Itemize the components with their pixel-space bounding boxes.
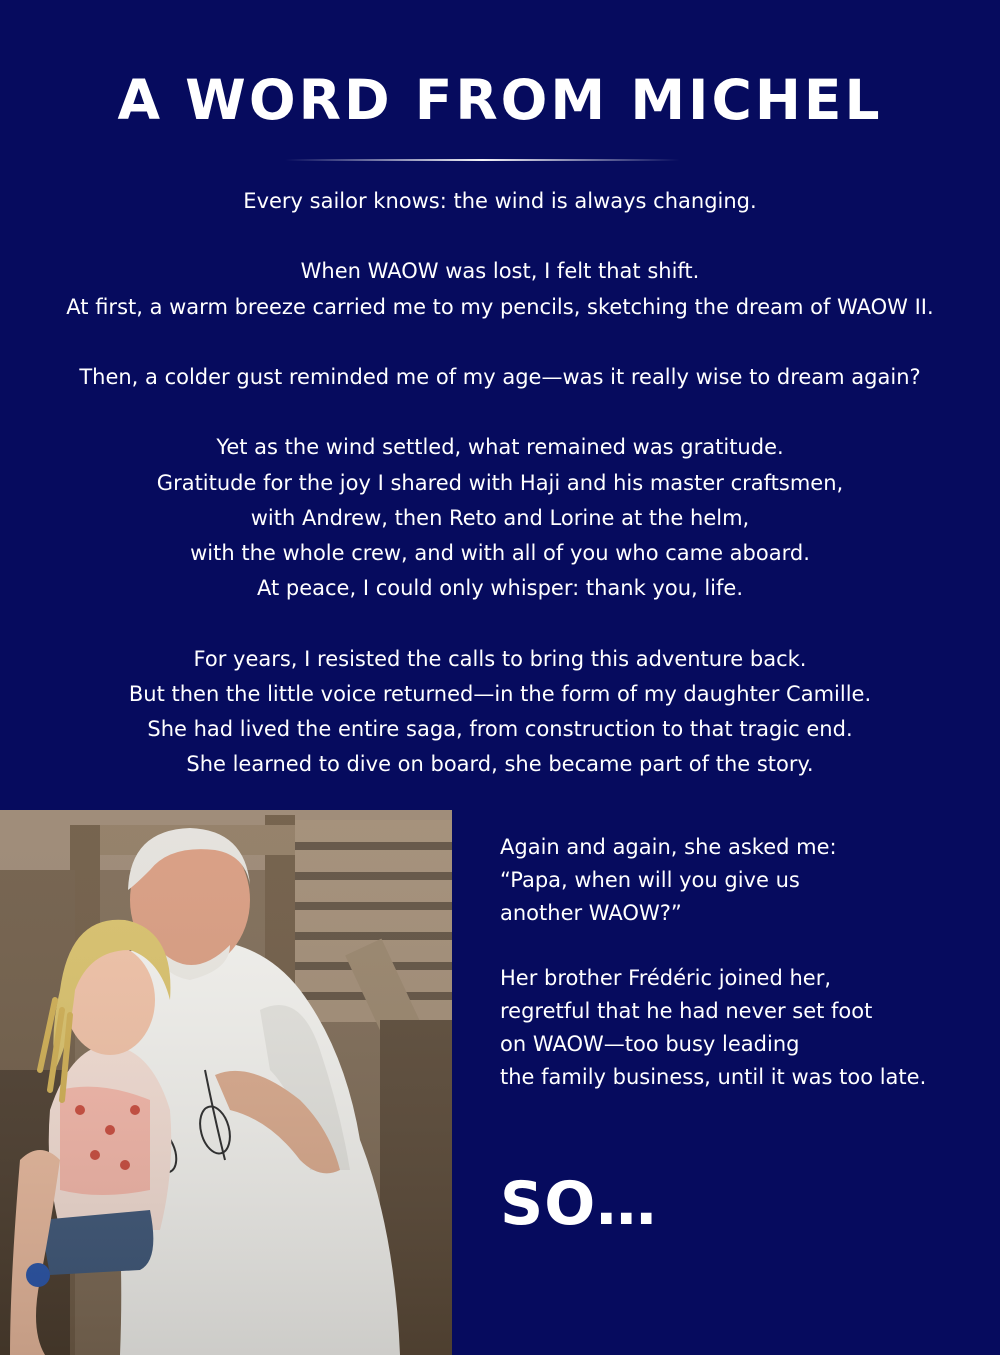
side-line: on WAOW—too busy leading (500, 1031, 800, 1056)
side-line: another WAOW?” (500, 900, 682, 925)
intro-line: But then the little voice returned—in the form of my daughter Camille. (128, 681, 872, 706)
side-line: regretful that he had never set foot (500, 998, 873, 1023)
intro-line: For years, I resisted the calls to bring this adventure back. (193, 646, 807, 671)
side-line: “Papa, when will you give us (500, 867, 800, 892)
intro-line: At first, a warm breeze carried me to my pencils, sketching the dream of WAOW II. (66, 294, 934, 319)
paragraph-gap (20, 606, 980, 641)
intro-line: with the whole crew, and with all of you who came aboard. (190, 540, 810, 565)
intro-line: Yet as the wind settled, what remained was gratitude. (216, 435, 784, 460)
page-title: A WORD FROM MICHEL (117, 68, 883, 132)
intro-line: with Andrew, then Reto and Lorine at the helm, (250, 505, 750, 530)
intro-line: When WAOW was lost, I felt that shift. (300, 259, 700, 284)
side-line: the family business, until it was too late. (500, 1064, 927, 1089)
intro-line: Then, a colder gust reminded me of my age—was it really wise to dream again? (79, 364, 921, 389)
intro-line: Gratitude for the joy I shared with Haji and his master craftsmen, (156, 470, 844, 495)
intro-line: She had lived the entire saga, from construction to that tragic end. (147, 716, 853, 741)
paragraph-gap (20, 219, 980, 254)
family-photo (0, 810, 452, 1355)
side-line: Again and again, she asked me: (500, 835, 837, 859)
paragraph-gap (20, 395, 980, 430)
closing-word: SO… (500, 1169, 658, 1239)
intro-text (20, 184, 980, 782)
photo-illustration (0, 810, 452, 1355)
side-text (500, 831, 980, 1093)
intro-line: She learned to dive on board, she became part of the story. (186, 752, 814, 777)
intro-line: Every sailor knows: the wind is always changing. (243, 189, 757, 213)
paragraph-gap (500, 929, 980, 962)
paragraph-gap (20, 325, 980, 360)
title-divider (285, 159, 680, 161)
intro-line: At peace, I could only whisper: thank you, life. (256, 576, 744, 601)
side-line: Her brother Frédéric joined her, (500, 966, 832, 991)
